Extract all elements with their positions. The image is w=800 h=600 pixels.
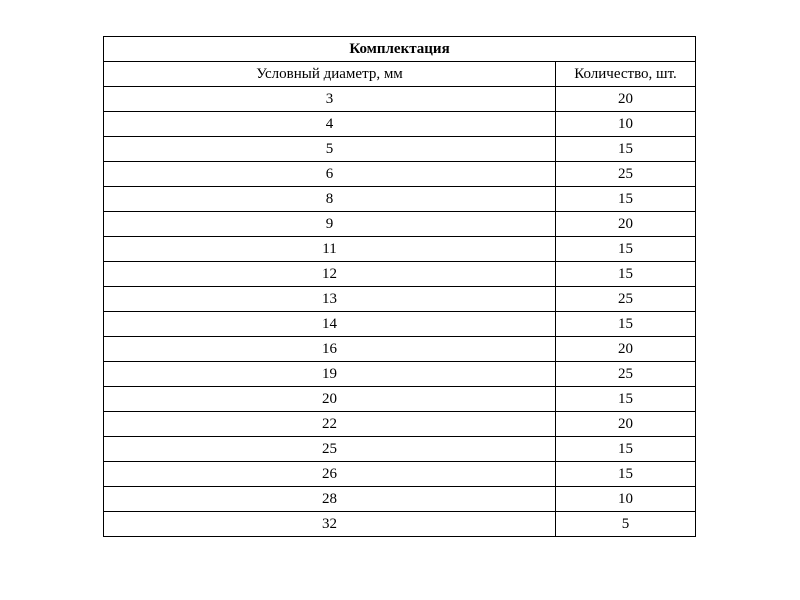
table-row xyxy=(104,437,696,462)
diameter-cell: 4 xyxy=(104,112,556,137)
table-row xyxy=(104,87,696,112)
quantity-cell: 25 xyxy=(556,287,696,312)
quantity-cell: 25 xyxy=(556,362,696,387)
quantity-cell: 5 xyxy=(556,512,696,537)
table-title-row xyxy=(104,37,696,62)
diameter-cell: 19 xyxy=(104,362,556,387)
diameter-cell: 28 xyxy=(104,487,556,512)
quantity-cell: 10 xyxy=(556,112,696,137)
quantity-cell: 20 xyxy=(556,412,696,437)
diameter-cell: 25 xyxy=(104,437,556,462)
column-header-quantity: Количество, шт. xyxy=(556,62,696,87)
table-row xyxy=(104,412,696,437)
diameter-cell: 12 xyxy=(104,262,556,287)
table-row xyxy=(104,487,696,512)
diameter-cell: 3 xyxy=(104,87,556,112)
quantity-cell: 20 xyxy=(556,337,696,362)
quantity-cell: 15 xyxy=(556,462,696,487)
table-title: Комплектация xyxy=(104,37,696,62)
diameter-cell: 32 xyxy=(104,512,556,537)
table-row xyxy=(104,337,696,362)
table-row xyxy=(104,162,696,187)
table-header-row xyxy=(104,62,696,87)
quantity-cell: 25 xyxy=(556,162,696,187)
diameter-cell: 16 xyxy=(104,337,556,362)
kit-table xyxy=(103,36,696,537)
diameter-cell: 26 xyxy=(104,462,556,487)
quantity-cell: 15 xyxy=(556,312,696,337)
quantity-cell: 15 xyxy=(556,437,696,462)
table-row xyxy=(104,237,696,262)
quantity-cell: 10 xyxy=(556,487,696,512)
table-row xyxy=(104,187,696,212)
table-row xyxy=(104,212,696,237)
diameter-cell: 11 xyxy=(104,237,556,262)
quantity-cell: 20 xyxy=(556,87,696,112)
quantity-cell: 15 xyxy=(556,262,696,287)
table-row xyxy=(104,137,696,162)
kit-table-body xyxy=(104,37,696,537)
column-header-diameter: Условный диаметр, мм xyxy=(104,62,556,87)
diameter-cell: 5 xyxy=(104,137,556,162)
quantity-cell: 15 xyxy=(556,187,696,212)
table-row xyxy=(104,287,696,312)
diameter-cell: 22 xyxy=(104,412,556,437)
diameter-cell: 13 xyxy=(104,287,556,312)
table-row xyxy=(104,462,696,487)
quantity-cell: 20 xyxy=(556,212,696,237)
quantity-cell: 15 xyxy=(556,237,696,262)
table-row xyxy=(104,312,696,337)
diameter-cell: 6 xyxy=(104,162,556,187)
table-row xyxy=(104,512,696,537)
diameter-cell: 9 xyxy=(104,212,556,237)
table-row xyxy=(104,262,696,287)
table-row xyxy=(104,387,696,412)
diameter-cell: 14 xyxy=(104,312,556,337)
quantity-cell: 15 xyxy=(556,387,696,412)
diameter-cell: 8 xyxy=(104,187,556,212)
table-row xyxy=(104,112,696,137)
table-row xyxy=(104,362,696,387)
quantity-cell: 15 xyxy=(556,137,696,162)
diameter-cell: 20 xyxy=(104,387,556,412)
